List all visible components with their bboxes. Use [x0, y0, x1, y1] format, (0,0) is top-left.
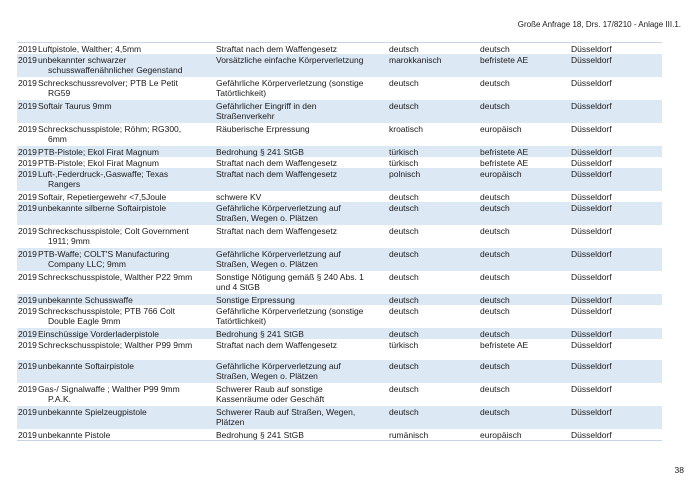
- cell-residence: befristete AE: [480, 147, 529, 157]
- cell-offense-line: Straftat nach dem Waffengesetz: [216, 340, 337, 350]
- cell-nationality: rumänisch: [389, 430, 429, 440]
- cell-offense: [216, 305, 389, 326]
- cell-weapon-line: Softair, Repetiergewehr <7,5Joule: [38, 192, 167, 202]
- cell-residence: deutsch: [480, 101, 510, 111]
- cell-weapon: [38, 248, 216, 269]
- cell-offense: [216, 123, 389, 134]
- cell-weapon: [38, 339, 216, 350]
- table-row: [17, 225, 662, 248]
- cell-year: 2019: [18, 384, 37, 394]
- cell-weapon-line: unbekannter schwarzer: [38, 55, 127, 65]
- cell-offense-line: Schwerer Raub auf Straßen, Wegen,: [216, 407, 356, 417]
- cell-offense-line: Gefährliche Körperverletzung (sonstige: [216, 306, 364, 316]
- cell-offense: [216, 225, 389, 236]
- cell-year: 2019: [18, 158, 37, 168]
- cell-weapon-line: schusswaffenähnlicher Gegenstand: [48, 65, 183, 75]
- cell-nationality: deutsch: [389, 384, 419, 394]
- cell-weapon: [38, 294, 216, 305]
- table-row: [17, 429, 662, 440]
- cell-year: 2019: [18, 340, 37, 350]
- cell-offense: [216, 248, 389, 269]
- cell-weapon: [38, 54, 216, 75]
- cell-nationality: kroatisch: [389, 124, 424, 134]
- cell-offense: [216, 360, 389, 381]
- cell-nationality: türkisch: [389, 158, 419, 168]
- cell-city: Düsseldorf: [571, 430, 612, 440]
- table-row: [17, 146, 662, 157]
- cell-offense: [216, 43, 389, 54]
- cell-weapon: [38, 77, 216, 98]
- cell-year: 2019: [18, 124, 37, 134]
- cell-city: Düsseldorf: [571, 158, 612, 168]
- cell-nationality: deutsch: [389, 44, 419, 54]
- cell-weapon: [38, 43, 216, 54]
- cell-residence: deutsch: [480, 295, 510, 305]
- cell-offense-line: Schwerer Raub auf sonstige: [216, 384, 323, 394]
- cell-year: 2019: [18, 430, 37, 440]
- cell-offense-line: Gefährliche Körperverletzung auf: [216, 361, 341, 371]
- cell-weapon-line: 1911; 9mm: [48, 236, 90, 246]
- cell-nationality: deutsch: [389, 361, 419, 371]
- cell-offense-line: Straßen, Wegen o. Plätzen: [216, 371, 318, 381]
- cell-year: 2019: [18, 226, 37, 236]
- cell-weapon: [38, 406, 216, 417]
- table-row: [17, 294, 662, 305]
- cell-year: 2019: [18, 192, 37, 202]
- cell-nationality: deutsch: [389, 192, 419, 202]
- cell-nationality: deutsch: [389, 226, 419, 236]
- cell-nationality: deutsch: [389, 203, 419, 213]
- table-row: [17, 168, 662, 191]
- cell-weapon-line: Schreckschusspistole, Walther P22 9mm: [38, 272, 193, 282]
- cell-weapon-line: Rangers: [48, 179, 81, 189]
- cell-year: 2019: [18, 78, 37, 88]
- cell-residence: deutsch: [480, 407, 510, 417]
- cell-weapon-line: P.A.K.: [48, 394, 71, 404]
- cell-offense-line: Gefährliche Körperverletzung auf: [216, 249, 341, 259]
- cell-weapon: [38, 383, 216, 404]
- page-number: 38: [674, 465, 684, 475]
- cell-offense: [216, 406, 389, 427]
- cell-offense: [216, 100, 389, 121]
- cell-residence: deutsch: [480, 226, 510, 236]
- cell-offense-line: und 4 StGB: [216, 282, 260, 292]
- cell-weapon: [38, 191, 216, 202]
- cell-nationality: deutsch: [389, 101, 419, 111]
- cell-city: Düsseldorf: [571, 124, 612, 134]
- cell-offense: [216, 77, 389, 98]
- cell-offense: [216, 202, 389, 223]
- cell-weapon-line: unbekannte Spielzeugpistole: [38, 407, 147, 417]
- cell-offense: [216, 294, 389, 305]
- cell-weapon: [38, 123, 216, 144]
- cell-offense-line: Bedrohung § 241 StGB: [216, 147, 304, 157]
- cell-nationality: deutsch: [389, 249, 419, 259]
- cell-weapon-line: Schreckschusspistole; Walther P99 9mm: [38, 340, 193, 350]
- table-row: [17, 123, 662, 146]
- cell-weapon: [38, 202, 216, 213]
- cell-city: Düsseldorf: [571, 226, 612, 236]
- cell-offense-line: Bedrohung § 241 StGB: [216, 329, 304, 339]
- table-row: [17, 339, 662, 360]
- cell-weapon-line: Schreckschusspistole; Röhm; RG300,: [38, 124, 182, 134]
- table-row: [17, 43, 662, 54]
- table-row: [17, 383, 662, 406]
- cell-city: Düsseldorf: [571, 272, 612, 282]
- cell-nationality: deutsch: [389, 407, 419, 417]
- cell-city: Düsseldorf: [571, 192, 612, 202]
- cell-offense: [216, 168, 389, 179]
- cell-residence: deutsch: [480, 249, 510, 259]
- cell-city: Düsseldorf: [571, 78, 612, 88]
- cell-year: 2019: [18, 203, 37, 213]
- cell-weapon: [38, 429, 216, 440]
- cell-nationality: türkisch: [389, 340, 419, 350]
- cell-weapon: [38, 100, 216, 111]
- cell-offense: [216, 157, 389, 168]
- cell-weapon: [38, 157, 216, 168]
- cell-offense-line: Plätzen: [216, 417, 245, 427]
- cell-year: 2019: [18, 44, 37, 54]
- cell-residence: deutsch: [480, 306, 510, 316]
- cell-city: Düsseldorf: [571, 101, 612, 111]
- cell-nationality: deutsch: [389, 306, 419, 316]
- cell-offense-line: Gefährliche Körperverletzung (sonstige: [216, 78, 364, 88]
- cell-city: Düsseldorf: [571, 295, 612, 305]
- cell-weapon: [38, 328, 216, 339]
- cell-residence: befristete AE: [480, 55, 529, 65]
- cell-weapon-line: PTB-Pistole; Ekol Firat Magnum: [38, 158, 159, 168]
- cell-year: 2019: [18, 272, 37, 282]
- cell-weapon-line: Schreckschusspistole; Colt Government: [38, 226, 189, 236]
- cell-offense-line: Sonstige Erpressung: [216, 295, 295, 305]
- cell-year: 2019: [18, 361, 37, 371]
- cell-weapon-line: PTB-Pistole; Ekol Firat Magnum: [38, 147, 159, 157]
- cell-city: Düsseldorf: [571, 407, 612, 417]
- table-row: [17, 328, 662, 339]
- cell-nationality: deutsch: [389, 329, 419, 339]
- cell-offense-line: Bedrohung § 241 StGB: [216, 430, 304, 440]
- cell-residence: deutsch: [480, 361, 510, 371]
- table-row: [17, 248, 662, 271]
- cell-weapon: [38, 225, 216, 246]
- cell-offense-line: Tatörtlichkeit): [216, 316, 267, 326]
- cell-city: Düsseldorf: [571, 329, 612, 339]
- table-row: [17, 360, 662, 383]
- table-row: [17, 77, 662, 100]
- cell-offense-line: Gefährlicher Eingriff in den: [216, 101, 317, 111]
- cell-weapon: [38, 305, 216, 326]
- cell-residence: europäisch: [480, 124, 522, 134]
- cell-offense-line: Straftat nach dem Waffengesetz: [216, 226, 337, 236]
- cell-year: 2019: [18, 55, 37, 65]
- cell-weapon-line: 6mm: [48, 134, 67, 144]
- cell-residence: deutsch: [480, 384, 510, 394]
- cell-weapon-line: Luftpistole, Walther; 4,5mm: [38, 44, 142, 54]
- table-row: [17, 191, 662, 202]
- cell-weapon-line: Company LLC; 9mm: [48, 259, 126, 269]
- cell-offense: [216, 191, 389, 202]
- cell-residence: deutsch: [480, 192, 510, 202]
- cell-year: 2019: [18, 169, 37, 179]
- table-row: [17, 157, 662, 168]
- cell-year: 2019: [18, 407, 37, 417]
- cell-weapon-line: Double Eagle 9mm: [48, 316, 121, 326]
- cell-offense: [216, 328, 389, 339]
- cell-city: Düsseldorf: [571, 249, 612, 259]
- cell-offense: [216, 146, 389, 157]
- cell-city: Düsseldorf: [571, 384, 612, 394]
- cell-city: Düsseldorf: [571, 203, 612, 213]
- cell-offense-line: Straftat nach dem Waffengesetz: [216, 158, 337, 168]
- cell-year: 2019: [18, 329, 37, 339]
- cell-city: Düsseldorf: [571, 55, 612, 65]
- cell-offense: [216, 429, 389, 440]
- cell-weapon: [38, 271, 216, 282]
- cell-year: 2019: [18, 295, 37, 305]
- cell-nationality: deutsch: [389, 272, 419, 282]
- cell-offense-line: Vorsätzliche einfache Körperverletzung: [216, 55, 364, 65]
- cell-offense-line: Gefährliche Körperverletzung auf: [216, 203, 341, 213]
- cell-city: Düsseldorf: [571, 169, 612, 179]
- cell-residence: deutsch: [480, 44, 510, 54]
- cell-offense-line: Straftat nach dem Waffengesetz: [216, 44, 337, 54]
- cell-weapon-line: Luft-,Federdruck-,Gaswaffe; Texas: [38, 169, 169, 179]
- cell-year: 2019: [18, 101, 37, 111]
- cell-weapon-line: Softair Taurus 9mm: [38, 101, 112, 111]
- cell-offense-line: Sonstige Nötigung gemäß § 240 Abs. 1: [216, 272, 364, 282]
- cell-weapon-line: unbekannte silberne Softairpistole: [38, 203, 167, 213]
- cell-offense: [216, 383, 389, 404]
- cell-weapon-line: unbekannte Softairpistole: [38, 361, 134, 371]
- cell-offense: [216, 339, 389, 350]
- cell-nationality: polnisch: [389, 169, 421, 179]
- cell-weapon: [38, 146, 216, 157]
- cell-residence: befristete AE: [480, 340, 529, 350]
- data-table: [17, 42, 662, 441]
- cell-residence: europäisch: [480, 169, 522, 179]
- table-row: [17, 406, 662, 429]
- cell-nationality: türkisch: [389, 147, 419, 157]
- cell-residence: deutsch: [480, 272, 510, 282]
- cell-offense-line: Straßenverkehr: [216, 111, 275, 121]
- cell-city: Düsseldorf: [571, 361, 612, 371]
- cell-weapon-line: RG59: [48, 88, 71, 98]
- cell-offense-line: Kassenräume oder Geschäft: [216, 394, 325, 404]
- cell-weapon-line: unbekannte Schusswaffe: [38, 295, 133, 305]
- table-row: [17, 54, 662, 77]
- cell-city: Düsseldorf: [571, 147, 612, 157]
- cell-city: Düsseldorf: [571, 306, 612, 316]
- cell-offense: [216, 54, 389, 65]
- cell-weapon-line: Schreckschusspistole; PTB 766 Colt: [38, 306, 176, 316]
- table-row: [17, 305, 662, 328]
- table-row: [17, 271, 662, 294]
- cell-nationality: marokkanisch: [389, 55, 442, 65]
- cell-residence: befristete AE: [480, 158, 529, 168]
- table-row: [17, 202, 662, 225]
- cell-nationality: deutsch: [389, 78, 419, 88]
- table-row: [17, 100, 662, 123]
- cell-weapon-line: Einschüssige Vorderladerpistole: [38, 329, 159, 339]
- cell-offense-line: Tatörtlichkeit): [216, 88, 267, 98]
- document-header: Große Anfrage 18, Drs. 17/8210 - Anlage III.1.: [517, 20, 681, 29]
- cell-year: 2019: [18, 306, 37, 316]
- cell-offense-line: Straßen, Wegen o. Plätzen: [216, 259, 318, 269]
- cell-weapon-line: unbekannte Pistole: [38, 430, 111, 440]
- cell-residence: deutsch: [480, 78, 510, 88]
- cell-offense-line: Straßen, Wegen o. Plätzen: [216, 213, 318, 223]
- cell-offense-line: schwere KV: [216, 192, 262, 202]
- cell-year: 2019: [18, 249, 37, 259]
- cell-weapon-line: Gas-/ Signalwaffe ; Walther P99 9mm: [38, 384, 180, 394]
- cell-offense: [216, 271, 389, 292]
- cell-year: 2019: [18, 147, 37, 157]
- cell-weapon-line: PTB-Waffe; COLT'S Manufacturing: [38, 249, 170, 259]
- cell-offense-line: Straftat nach dem Waffengesetz: [216, 169, 337, 179]
- cell-residence: deutsch: [480, 203, 510, 213]
- cell-city: Düsseldorf: [571, 44, 612, 54]
- cell-residence: europäisch: [480, 430, 522, 440]
- cell-weapon: [38, 360, 216, 371]
- cell-weapon-line: Schreckschussrevolver; PTB Le Petit: [38, 78, 178, 88]
- cell-residence: deutsch: [480, 329, 510, 339]
- cell-city: Düsseldorf: [571, 340, 612, 350]
- cell-offense-line: Räuberische Erpressung: [216, 124, 310, 134]
- cell-nationality: deutsch: [389, 295, 419, 305]
- cell-weapon: [38, 168, 216, 189]
